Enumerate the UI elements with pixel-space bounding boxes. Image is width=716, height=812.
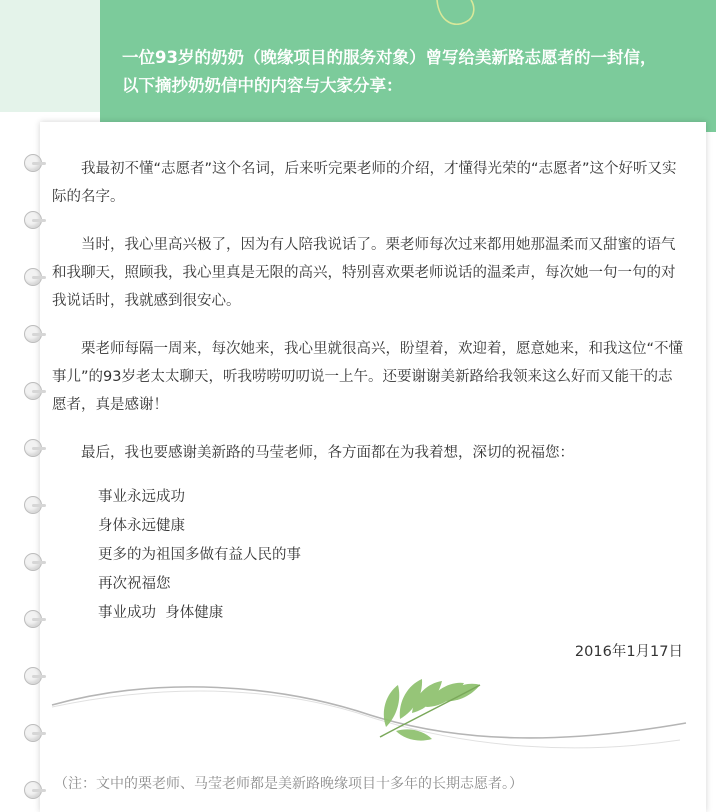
leaf-branch-icon bbox=[40, 665, 706, 775]
swirl-decoration-icon bbox=[425, 0, 485, 40]
letter-paragraph-3: 栗老师每隔一周来，每次她来，我心里就很高兴，盼望着，欢迎着，愿意她来，和我这位“不懂事儿”的93岁老太太聊天，听我唠唠叨叨说一上午。还要谢谢美新路给我领来这么好而又能干的志愿者，真是感谢！ bbox=[52, 341, 684, 413]
header-intro bbox=[122, 44, 702, 100]
ring-icon bbox=[24, 610, 42, 628]
letter-paragraph-4: 最后，我也要感谢美新路的马莹老师，各方面都在为我着想，深切的祝福您： bbox=[81, 445, 574, 461]
ring-icon bbox=[24, 781, 42, 799]
header-line-2: 以下摘抄奶奶信中的内容与大家分享： bbox=[122, 76, 403, 95]
footnote: （注：文中的栗老师、马莹老师都是美新路晚缘项目十多年的长期志愿者。） bbox=[54, 776, 523, 792]
letter-date: 2016年1月17日 bbox=[574, 644, 683, 660]
header-line-1: 一位93岁的奶奶（晚缘项目的服务对象）曾写给美新路志愿者的一封信， bbox=[122, 48, 657, 67]
wish-line: 更多的为祖国多做有益人民的事 bbox=[98, 547, 301, 563]
ring-icon bbox=[24, 325, 42, 343]
ring-icon bbox=[24, 154, 42, 172]
wish-line: 再次祝福您 bbox=[98, 576, 171, 592]
ring-icon bbox=[24, 382, 42, 400]
wish-line: 事业永远成功 bbox=[98, 489, 185, 505]
wish-list bbox=[98, 483, 301, 628]
letter-body bbox=[52, 155, 684, 487]
wish-line: 身体永远健康 bbox=[98, 518, 185, 534]
header-light-block bbox=[0, 0, 100, 112]
ring-icon bbox=[24, 211, 42, 229]
ring-icon bbox=[24, 496, 42, 514]
ring-icon bbox=[24, 439, 42, 457]
letter-paragraph-1: 我最初不懂“志愿者”这个名词，后来听完栗老师的介绍，才懂得光荣的“志愿者”这个好听又实际的名字。 bbox=[52, 161, 677, 205]
ring-icon bbox=[24, 553, 42, 571]
ring-icon bbox=[24, 268, 42, 286]
wish-line: 事业成功 身体健康 bbox=[98, 605, 224, 621]
letter-paragraph-2: 当时，我心里高兴极了，因为有人陪我说话了。栗老师每次过来都用她那温柔而又甜蜜的语气和我聊天，照顾我，我心里真是无限的高兴，特别喜欢栗老师说话的温柔声，每次她一句一句的对我说话时，我就感到很安心。 bbox=[52, 237, 676, 309]
